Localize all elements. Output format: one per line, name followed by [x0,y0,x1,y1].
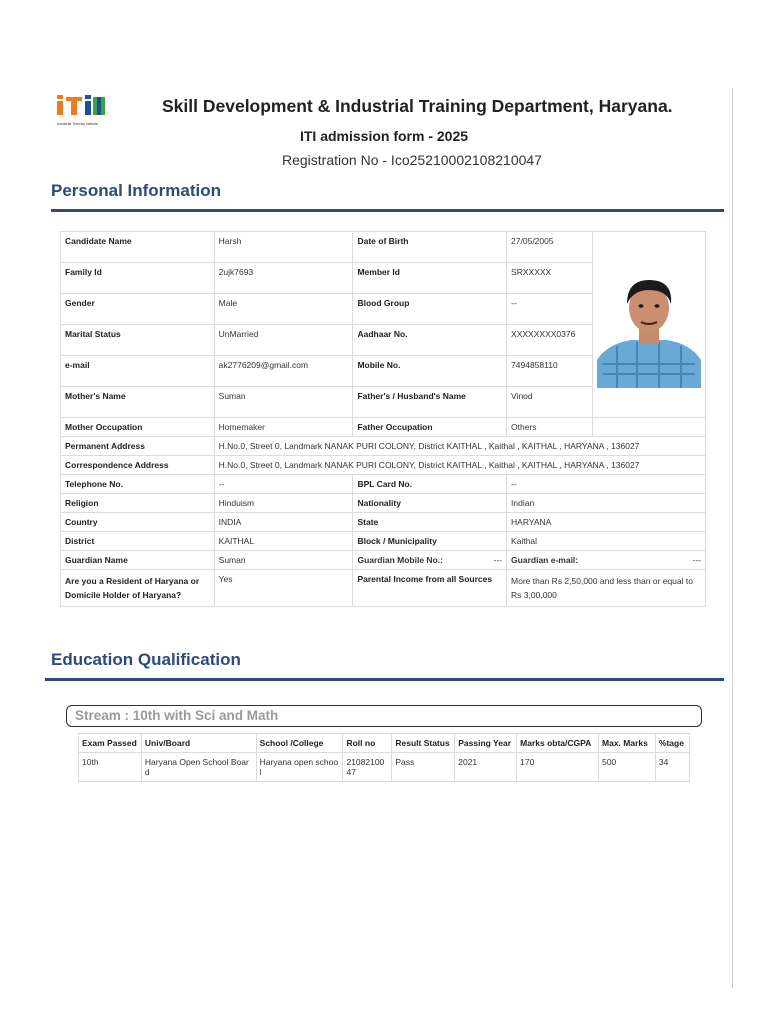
nationality-value: Indian [507,494,706,513]
field-label: Mother Occupation [61,418,215,437]
education-table [78,733,690,782]
table-cell: 10th [79,753,142,782]
column-header: Univ/Board [141,734,256,753]
field-label: Blood Group [353,294,507,325]
column-header: Passing Year [455,734,517,753]
section-rule [51,209,724,212]
column-header: School /College [256,734,343,753]
personal-info-table [60,231,706,607]
guardian-mobile-cell [353,551,507,570]
state-value: HARYANA [507,513,706,532]
education-heading: Education Qualification [51,650,241,669]
field-label: Member Id [353,263,507,294]
field-label: Date of Birth [353,232,507,263]
marital-value: UnMarried [214,325,353,356]
dob-value: 27/05/2005 [507,232,593,263]
mobile-value: 7494858110 [507,356,593,387]
field-label: Telephone No. [61,475,215,494]
logo-caption: Industrial Training Institute [57,122,98,126]
field-label: Father's / Husband's Name [353,387,507,418]
field-label: Country [61,513,215,532]
permanent-address-value: H.No.0, Street 0, Landmark NANAK PURI COLONY, District KAITHAL , Kaithal , KAITHAL , HARYANA , 136027 [214,437,705,456]
table-cell: 500 [599,753,656,782]
aadhaar-value: XXXXXXXX0376 [507,325,593,356]
field-label: Mobile No. [353,356,507,387]
mother-occ-value: Homemaker [214,418,353,437]
field-label: Block / Municipality [353,532,507,551]
field-label: District [61,532,215,551]
telephone-value: -- [214,475,353,494]
district-value: KAITHAL [214,532,353,551]
table-cell: Haryana Open School Board [141,753,256,782]
column-header: %tage [655,734,689,753]
mother-value: Suman [214,387,353,418]
table-row [79,753,690,782]
bpl-value: -- [507,475,706,494]
guardian-email-value: --- [692,555,701,565]
field-label: Parental Income from all Sources [353,570,507,607]
field-label: Guardian e-mail: [511,555,579,565]
income-value: More than Rs 2,50,000 and less than or equal to Rs 3,00,000 [507,570,706,607]
form-subtitle: ITI admission form - 2025 [299,128,469,144]
table-cell: Pass [392,753,455,782]
table-cell: 2021 [455,753,517,782]
field-label: e-mail [61,356,215,387]
guardian-email-cell [507,551,706,570]
registration-number: Registration No - Ico25210002108210047 [282,152,542,168]
father-occ-value: Others [507,418,593,437]
member-id-value: SRXXXXX [507,263,593,294]
field-label: Nationality [353,494,507,513]
field-label: Guardian Mobile No.: [357,555,443,565]
empty-cell [592,418,705,437]
gender-value: Male [214,294,353,325]
table-cell: 34 [655,753,689,782]
table-cell: 2108210047 [343,753,392,782]
column-header: Result Status [392,734,455,753]
guardian-mobile-value: --- [493,555,503,565]
iti-logo [57,93,107,126]
candidate-photo [592,232,705,418]
stream-label: Stream : 10th with Sci and Math [75,708,279,723]
email-value: ak2776209@gmail.com [214,356,353,387]
field-label: Permanent Address [61,437,215,456]
page-title: Skill Development & Industrial Training Department, Haryana. [162,96,673,116]
field-label: BPL Card No. [353,475,507,494]
father-value: Vinod [507,387,593,418]
page-edge-line [732,88,733,988]
field-label: Gender [61,294,215,325]
table-cell: Haryana open school [256,753,343,782]
resident-value: Yes [214,570,353,607]
field-label: Family Id [61,263,215,294]
field-label: Mother's Name [61,387,215,418]
field-label: Aadhaar No. [353,325,507,356]
field-label: Father Occupation [353,418,507,437]
column-header: Roll no [343,734,392,753]
country-value: INDIA [214,513,353,532]
stream-box [66,705,702,727]
blood-group-value: -- [507,294,593,325]
column-header: Max. Marks [599,734,656,753]
field-label: Correspondence Address [61,456,215,475]
field-label: Religion [61,494,215,513]
religion-value: Hinduism [214,494,353,513]
table-cell: 170 [517,753,599,782]
personal-info-heading: Personal Information [51,181,222,200]
correspondence-address-value: H.No.0, Street 0, Landmark NANAK PURI COLONY, District KAITHAL , Kaithal , KAITHAL , HARYANA , 136027 [214,456,705,475]
field-label: State [353,513,507,532]
field-label: Marital Status [61,325,215,356]
candidate-name-value: Harsh [214,232,353,263]
section-rule [45,678,724,681]
field-label: Are you a Resident of Haryana or Domicile Holder of Haryana? [61,570,215,607]
block-value: Kaithal [507,532,706,551]
field-label: Guardian Name [61,551,215,570]
family-id-value: 2ujk7693 [214,263,353,294]
guardian-value: Suman [214,551,353,570]
column-header: Marks obta/CGPA [517,734,599,753]
column-header: Exam Passed [79,734,142,753]
field-label: Candidate Name [61,232,215,263]
